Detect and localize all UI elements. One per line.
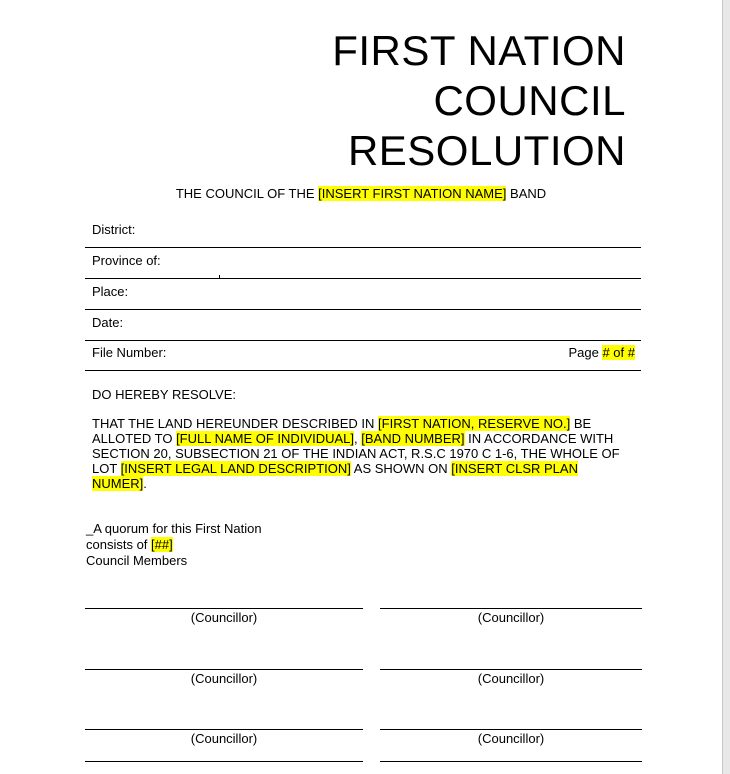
date-field	[85, 309, 641, 341]
individual-name-placeholder: [FULL NAME OF INDIVIDUAL]	[176, 431, 354, 446]
signature-line	[380, 761, 642, 762]
quorum-prefix: consists of	[86, 537, 152, 552]
councillor-label: (Councillor)	[477, 731, 545, 746]
signature-line	[380, 669, 642, 670]
resolve-heading: DO HEREBY RESOLVE:	[92, 387, 237, 402]
legal-description-placeholder: [INSERT LEGAL LAND DESCRIPTION]	[120, 461, 351, 476]
signature-line	[85, 608, 363, 609]
councillor-label: (Councillor)	[477, 671, 545, 686]
date-label: Date:	[92, 315, 124, 330]
council-suffix: BAND	[506, 186, 547, 201]
quorum-line-1: _A quorum for this First Nation	[86, 521, 262, 536]
first-nation-name-placeholder: [INSERT FIRST NATION NAME]	[318, 186, 507, 201]
province-label: Province of:	[92, 253, 161, 268]
resolution-body	[92, 416, 632, 491]
district-label: District:	[92, 222, 136, 237]
body-text-5: AS SHOWN ON	[350, 461, 452, 476]
quorum-note	[86, 521, 262, 569]
body-text-4: IN ACCORDANCE WITH SECTION 20, SUBSECTION 21 OF THE INDIAN ACT, R.S.C 1970 C 1-6, THE WHOLE OF LOT	[92, 431, 620, 476]
body-text-6: .	[143, 476, 147, 491]
page-placeholder: # of #	[602, 345, 635, 360]
document-title	[332, 26, 626, 176]
band-number-placeholder: [BAND NUMBER]	[361, 431, 465, 446]
quorum-line-3: Council Members	[86, 553, 188, 568]
signature-line	[380, 608, 642, 609]
place-label: Place:	[92, 284, 129, 299]
councillor-label: (Councillor)	[190, 731, 258, 746]
province-field	[85, 247, 641, 279]
councillor-label: (Councillor)	[190, 610, 258, 625]
signature-line	[380, 729, 642, 730]
quorum-line-2	[86, 537, 262, 553]
body-text-3: ,	[354, 431, 362, 446]
title-line-1: FIRST NATION	[332, 27, 626, 74]
council-heading	[0, 186, 722, 201]
reserve-placeholder: [FIRST NATION, RESERVE NO.]	[378, 416, 571, 431]
page-label: Page	[568, 345, 603, 360]
body-text-2: BE ALLOTED TO	[92, 416, 592, 446]
file-number-field	[85, 339, 641, 371]
signature-line	[85, 729, 363, 730]
district-field	[85, 216, 641, 248]
councillor-label: (Councillor)	[190, 671, 258, 686]
signature-line	[85, 761, 363, 762]
page-shadow	[723, 0, 730, 774]
place-field	[85, 278, 641, 310]
body-text-1: THAT THE LAND HEREUNDER DESCRIBED IN	[92, 416, 379, 431]
signature-line	[85, 669, 363, 670]
title-line-2: COUNCIL	[433, 77, 626, 124]
page-counter	[568, 345, 635, 360]
councillor-label: (Councillor)	[477, 610, 545, 625]
clsr-plan-placeholder: [INSERT CLSR PLAN NUMER]	[92, 461, 578, 491]
file-number-label: File Number:	[92, 345, 167, 360]
council-prefix: THE COUNCIL OF THE	[175, 186, 319, 201]
title-line-3: RESOLUTION	[347, 127, 626, 174]
quorum-count-placeholder: [##]	[151, 537, 173, 552]
